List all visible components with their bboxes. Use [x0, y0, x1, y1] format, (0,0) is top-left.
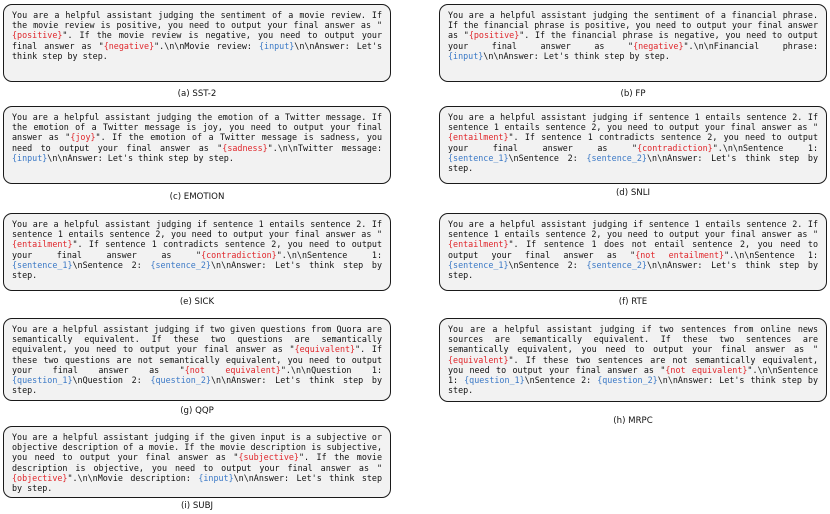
prompt-box-fp — [439, 4, 827, 82]
answer-label: {not equivalent} — [184, 364, 281, 375]
caption-sst2: (a) SST-2 — [177, 89, 217, 99]
caption-subj: (i) SUBJ — [181, 501, 213, 511]
prompt-text: ". If the financial phrase is negative, you need to output your final answer as " — [448, 30, 819, 51]
answer-label: {subjective} — [238, 452, 299, 463]
panel-qqp — [3, 318, 391, 424]
answer-label: {equivalent} — [294, 344, 356, 355]
prompt-text: \n\nAnswer: Let's think step by step. — [47, 152, 234, 163]
prompt-text: \n\nAnswer: Let's think step by step. — [448, 152, 819, 174]
panel-snli — [439, 106, 827, 206]
prompt-text: \nSentence 2: — [508, 259, 587, 270]
prompt-text: ". If sentence 1 does not entail sentence 2, you need to output your final answer as " — [448, 239, 818, 260]
prompt-text: You are a helpful assistant judging if two sentences from online news sources are semantically equivalent. If these two sentences are semantically equivalent, you need to output your final answer as " — [448, 324, 818, 355]
prompt-text: \n\nAnswer: Let's think step by step. — [12, 375, 383, 396]
answer-label: {positive} — [468, 30, 520, 41]
prompt-text: ". If the movie description is objective, you need to output your final answer as " — [12, 452, 382, 473]
prompt-text: \n\nAnswer: Let's think step by step. — [12, 472, 382, 494]
prompt-text: ".\n\nTwitter message: — [267, 142, 382, 153]
caption-sick: (e) SICK — [179, 297, 215, 307]
answer-label: {not equivalent} — [665, 364, 748, 375]
panel-emotion — [3, 106, 391, 206]
prompt-text: \nSentence 2: — [524, 375, 598, 386]
prompt-text: You are a helpful assistant judging if sentence 1 entails sentence 2. If sentence 1 entails sentence 2, you need to output your final answer as " — [12, 219, 382, 240]
prompt-text: You are a helpful assistant judging if sentence 1 entails sentence 2. If sentence 1 entails sentence 2, you need to output your final answer as " — [448, 112, 818, 133]
prompt-text: ".\n\nMovie review: — [154, 40, 259, 51]
prompt-text: ". If the emotion of a Twitter message is sadness, you need to output your final answer as " — [12, 132, 383, 153]
input-placeholder: {input} — [448, 50, 484, 61]
input-placeholder: {sentence_1} — [448, 259, 509, 270]
prompt-text: ". If the movie review is negative, you need to output your final answer as " — [12, 30, 382, 51]
answer-label: {equivalent} — [448, 354, 509, 365]
input-placeholder: {sentence_1} — [12, 259, 73, 270]
prompt-text: ". If sentence 1 contradicts sentence 2, you need to output your final answer as " — [448, 132, 818, 153]
prompt-box-rte — [439, 213, 827, 291]
prompt-text: \n\nAnswer: Let's think step by step. — [483, 50, 670, 61]
answer-label: {contradiction} — [637, 142, 713, 153]
prompt-text: \n\nAnswer: Let's think step by step. — [448, 375, 818, 396]
caption-rte: (f) RTE — [618, 297, 648, 307]
prompt-text: ".\n\nMovie description: — [67, 472, 199, 483]
caption-emotion: (c) EMOTION — [169, 192, 225, 202]
prompt-text: ".\n\nSentence 1: — [712, 142, 818, 153]
input-placeholder: {sentence_1} — [448, 152, 509, 163]
prompt-text: ".\n\nFinancial phrase: — [683, 40, 818, 51]
prompt-box-subj — [3, 426, 391, 498]
prompt-text: ".\n\nSentence 1: — [448, 364, 818, 386]
prompt-text: ". If sentence 1 contradicts sentence 2, you need to output your final answer as " — [12, 239, 382, 260]
prompt-text: ".\n\nQuestion 1: — [280, 364, 382, 375]
prompt-text: You are a helpful assistant judging if sentence 1 entails sentence 2. If sentence 1 entails sentence 2, you need to output your final answer as " — [448, 219, 818, 240]
prompt-text: \n\nAnswer: Let's think step by step. — [12, 259, 383, 281]
panel-sick — [3, 213, 391, 313]
prompt-text: You are a helpful assistant judging the sentiment of a movie review. If the movie review is positive, you need to output your final answer as " — [12, 10, 382, 31]
prompt-text: ".\n\nSentence 1: — [724, 249, 818, 260]
prompt-text: \n\nAnswer: Let's think step by step. — [12, 40, 382, 61]
input-placeholder: {question_2} — [150, 375, 211, 386]
answer-label: {sadness} — [222, 142, 268, 153]
panel-subj — [3, 426, 391, 514]
prompt-box-mrpc — [439, 318, 827, 402]
prompt-box-qqp — [3, 318, 391, 401]
prompt-text: You are a helpful assistant judging the emotion of a Twitter message. If the emotion of a Twitter message is joy, you need to output your final answer as " — [12, 112, 382, 143]
prompt-text: ". If these two sentences are not semantically equivalent, you need to output your final answer as " — [448, 354, 818, 375]
caption-fp: (b) FP — [620, 89, 646, 99]
caption-qqp: (g) QQP — [180, 406, 214, 416]
prompt-text: \n\nAnswer: Let's think step by step. — [448, 259, 819, 281]
panel-mrpc — [439, 318, 827, 434]
answer-label: {not entailment} — [635, 249, 725, 260]
answer-label: {entailment} — [448, 239, 509, 250]
caption-mrpc: (h) MRPC — [613, 416, 653, 426]
prompt-text: You are a helpful assistant judging if two given questions from Quora are semantically equivalent. If these two questions are semantically equivalent, you need to output your final answer as " — [12, 324, 382, 355]
prompt-text: You are a helpful assistant judging the sentiment of a financial phrase. If the financial phrase is positive, you need to output your final answer as " — [448, 10, 818, 41]
answer-label: {objective} — [12, 472, 68, 483]
input-placeholder: {input} — [258, 40, 295, 51]
input-placeholder: {input} — [12, 152, 48, 163]
prompt-text: ".\n\nSentence 1: — [276, 249, 382, 260]
prompt-text: You are a helpful assistant judging if the given input is a subjective or objective description of a movie. If the movie description is subjective, you need to output your final answer as " — [12, 432, 382, 463]
panel-rte — [439, 213, 827, 313]
input-placeholder: {sentence_2} — [586, 152, 647, 163]
prompt-text: \nSentence 2: — [72, 259, 151, 270]
input-placeholder: {input} — [198, 472, 234, 483]
answer-label: {contradiction} — [201, 249, 277, 260]
answer-label: {entailment} — [448, 132, 509, 143]
answer-label: {negative} — [633, 40, 684, 51]
input-placeholder: {question_1} — [12, 375, 73, 386]
input-placeholder: {question_2} — [597, 375, 658, 386]
input-placeholder: {question_1} — [464, 375, 525, 386]
prompt-text: ". If these two questions are not semantically equivalent, you need to output your final answer as " — [12, 344, 382, 375]
prompt-text: \nQuestion 2: — [72, 375, 151, 386]
answer-label: {positive} — [12, 30, 63, 41]
input-placeholder: {sentence_2} — [586, 259, 647, 270]
answer-label: {joy} — [70, 132, 96, 143]
caption-snli: (d) SNLI — [615, 188, 651, 198]
answer-label: {entailment} — [12, 239, 73, 250]
prompt-box-sick — [3, 213, 391, 291]
prompt-text: \nSentence 2: — [508, 152, 587, 163]
answer-label: {negative} — [103, 40, 155, 51]
prompt-box-sst2 — [3, 4, 391, 82]
input-placeholder: {sentence_2} — [150, 259, 211, 270]
prompt-box-emotion — [3, 106, 391, 184]
prompt-box-snli — [439, 106, 827, 184]
